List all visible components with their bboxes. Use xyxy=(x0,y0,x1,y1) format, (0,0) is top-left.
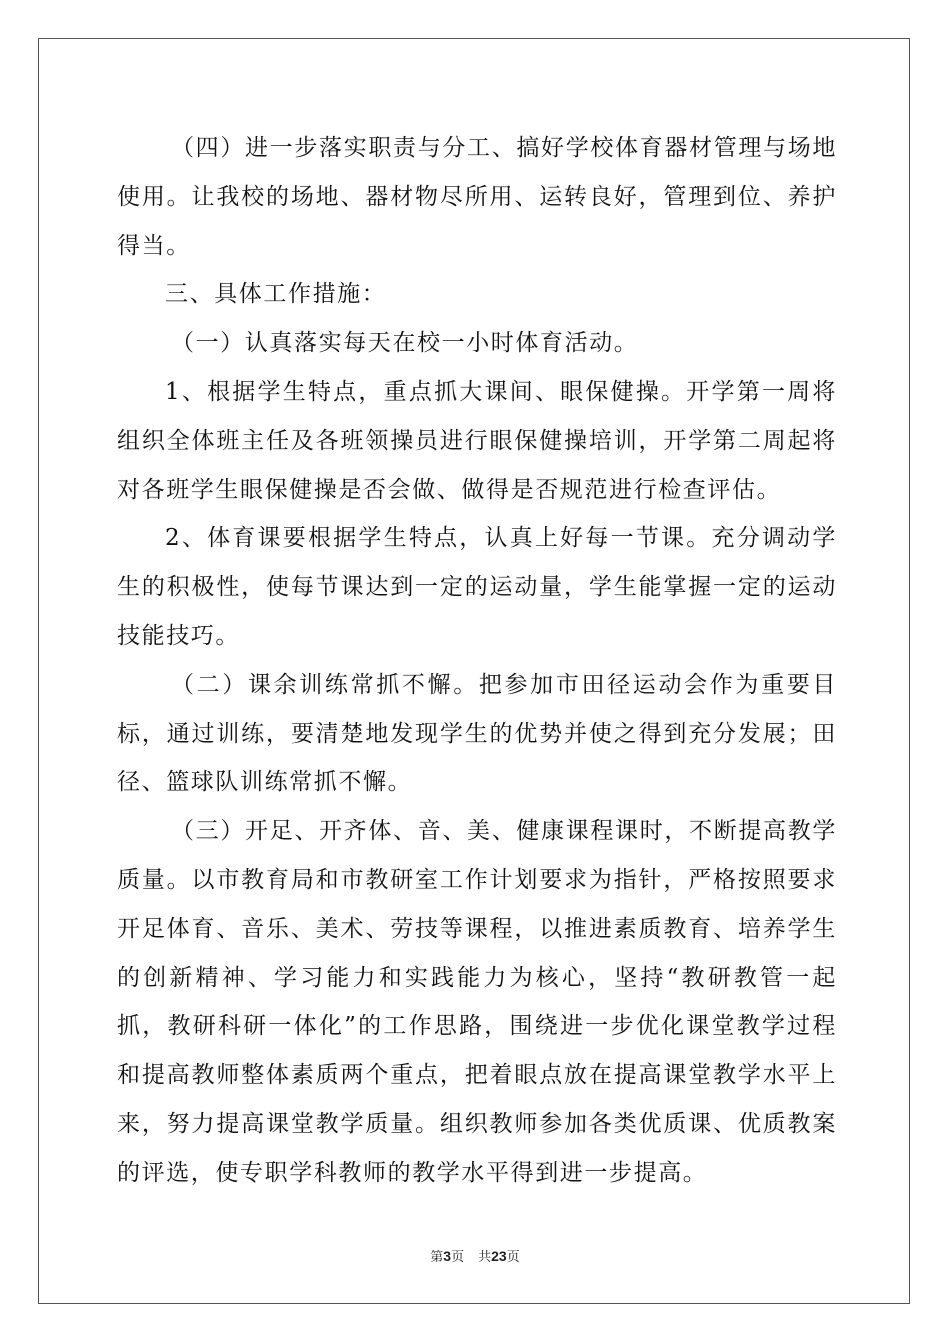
page-footer xyxy=(0,1246,950,1265)
total-pages-number: 23 xyxy=(491,1248,507,1264)
total-suffix: 页 xyxy=(506,1250,520,1265)
document-body xyxy=(117,124,837,1198)
page-suffix: 页 xyxy=(451,1250,465,1265)
paragraph-item-2: 2、体育课要根据学生特点，认真上好每一节课。充分调动学生的积极性，使每节课达到一定的运动量，学生能掌握一定的运动技能技巧。 xyxy=(117,525,837,649)
current-page-number: 3 xyxy=(443,1248,452,1264)
paragraph-section-four: （四）进一步落实职责与分工、搞好学校体育器材管理与场地使用。让我校的场地、器材物尽所用、运转良好，管理到位、养护得当。 xyxy=(117,135,837,259)
paragraph-measure-two: （二）课余训练常抓不懈。把参加市田径运动会作为重要目标，通过训练，要清楚地发现学生的优势并使之得到充分发展；田径、篮球队训练常抓不懈。 xyxy=(117,671,837,796)
paragraph-measure-one: （一）认真落实每天在校一小时体育活动。 xyxy=(171,330,639,357)
page-prefix: 第 xyxy=(430,1250,444,1265)
total-prefix: 共 xyxy=(478,1250,492,1265)
paragraph-item-1: 1、根据学生特点，重点抓大课间、眼保健操。开学第一周将组织全体班主任及各班领操员进行眼保健操培训，开学第二周起将对各班学生眼保健操是否会做、做得是否规范进行检查评估。 xyxy=(117,378,837,503)
heading-work-measures: 三、具体工作措施： xyxy=(165,281,387,308)
paragraph-measure-three: （三）开足、开齐体、音、美、健康课程课时，不断提高教学质量。以市教育局和市教研室工作计划要求为指针，严格按照要求开足体育、音乐、美术、劳技等课程，以推进素质教育、培养学生的创新精神、学习能力和实践能力为核心，坚持“教研教管一起抓，教研科研一体化”的工作思路，围绕进一步优化课堂教学过程和提高教师整体素质两个重点，把着眼点放在提高课堂教学水平上来，努力提高课堂教学质量。组织教师参加各类优质课、优质教案的评选，使专职学科教师的教学水平得到进一步提高。 xyxy=(117,818,837,1186)
